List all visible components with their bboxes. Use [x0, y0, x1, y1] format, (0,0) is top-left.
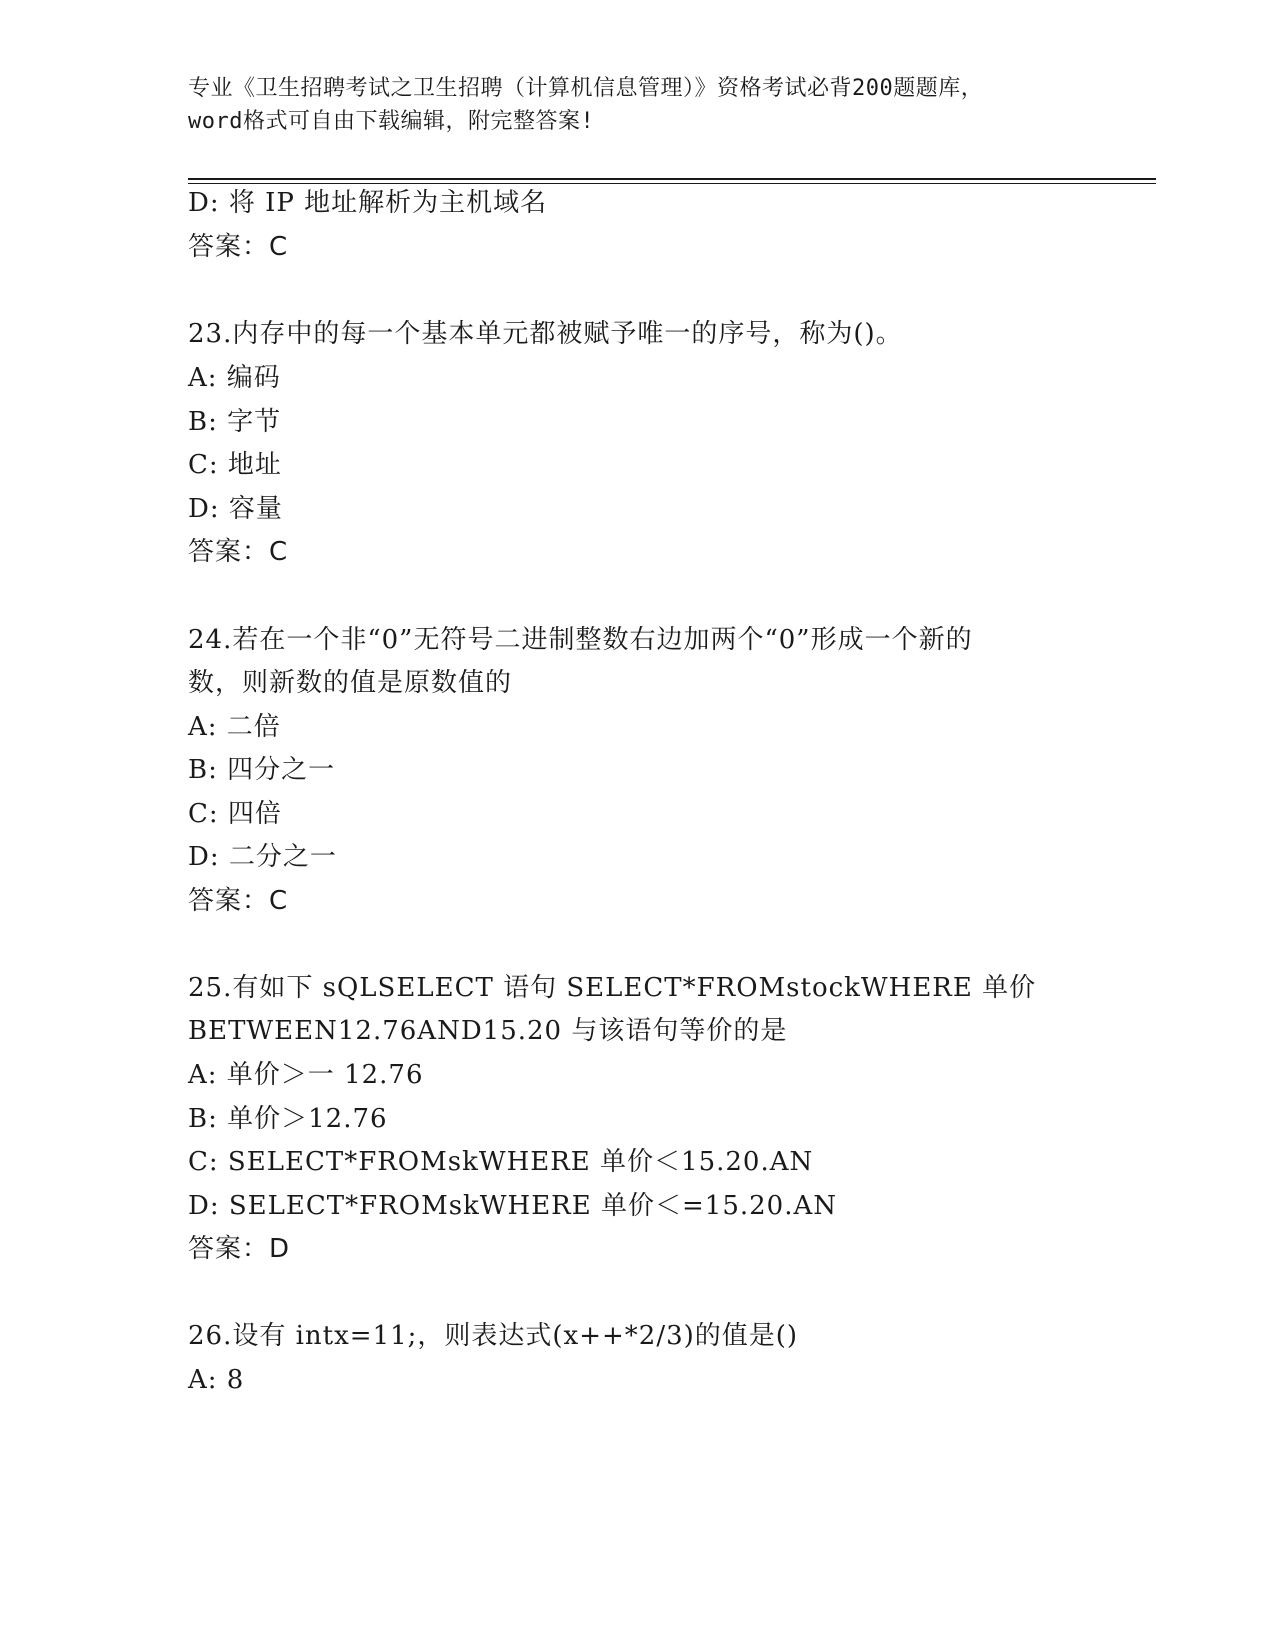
q23-option-b: B: 字节: [188, 407, 282, 437]
q23-answer: 答案：C: [188, 537, 289, 567]
q22-option-d: D: 将 IP 地址解析为主机域名: [188, 188, 548, 218]
header-line-1: 专业《卫生招聘考试之卫生招聘（计算机信息管理）》资格考试必背200题题库，: [188, 76, 984, 101]
q24-stem-line-1: 24.若在一个非“0”无符号二进制整数右边加两个“0”形成一个新的: [188, 625, 973, 655]
q25-stem-line-1: 25.有如下 sQLSELECT 语句 SELECT*FROMstockWHERE 单价: [188, 973, 1037, 1003]
q26-stem: 26.设有 intx=11;，则表达式(x++*2/3)的值是(): [188, 1321, 799, 1351]
q24-answer: 答案：C: [188, 886, 289, 916]
q24-option-a: A: 二倍: [188, 712, 281, 742]
q23-stem: 23.内存中的每一个基本单元都被赋予唯一的序号，称为()。: [188, 319, 903, 349]
q26-option-a: A: 8: [188, 1365, 245, 1395]
header-divider-thin: [188, 183, 1156, 184]
q23-option-d: D: 容量: [188, 494, 283, 524]
document-header: [188, 72, 1088, 138]
q24-stem-line-2: 数，则新数的值是原数值的: [188, 668, 513, 698]
q25-option-c: C: SELECT*FROMskWHERE 单价＜15.20.AN: [188, 1147, 814, 1177]
q23-option-c: C: 地址: [188, 450, 282, 480]
q25-option-d: D: SELECT*FROMskWHERE 单价＜=15.20.AN: [188, 1191, 837, 1221]
q24-option-b: B: 四分之一: [188, 755, 336, 785]
header-line-2: word格式可自由下载编辑，附完整答案!: [188, 109, 595, 134]
q24-option-c: C: 四倍: [188, 799, 282, 829]
q25-stem-line-2: BETWEEN12.76AND15.20 与该语句等价的是: [188, 1016, 788, 1046]
q25-option-b: B: 单价＞12.76: [188, 1104, 388, 1134]
q24-option-d: D: 二分之一: [188, 842, 337, 872]
header-divider-thick: [188, 178, 1156, 180]
q23-option-a: A: 编码: [188, 363, 281, 393]
q25-answer: 答案：D: [188, 1234, 291, 1264]
q22-answer: 答案：C: [188, 232, 289, 262]
q25-option-a: A: 单价＞一 12.76: [188, 1060, 424, 1090]
